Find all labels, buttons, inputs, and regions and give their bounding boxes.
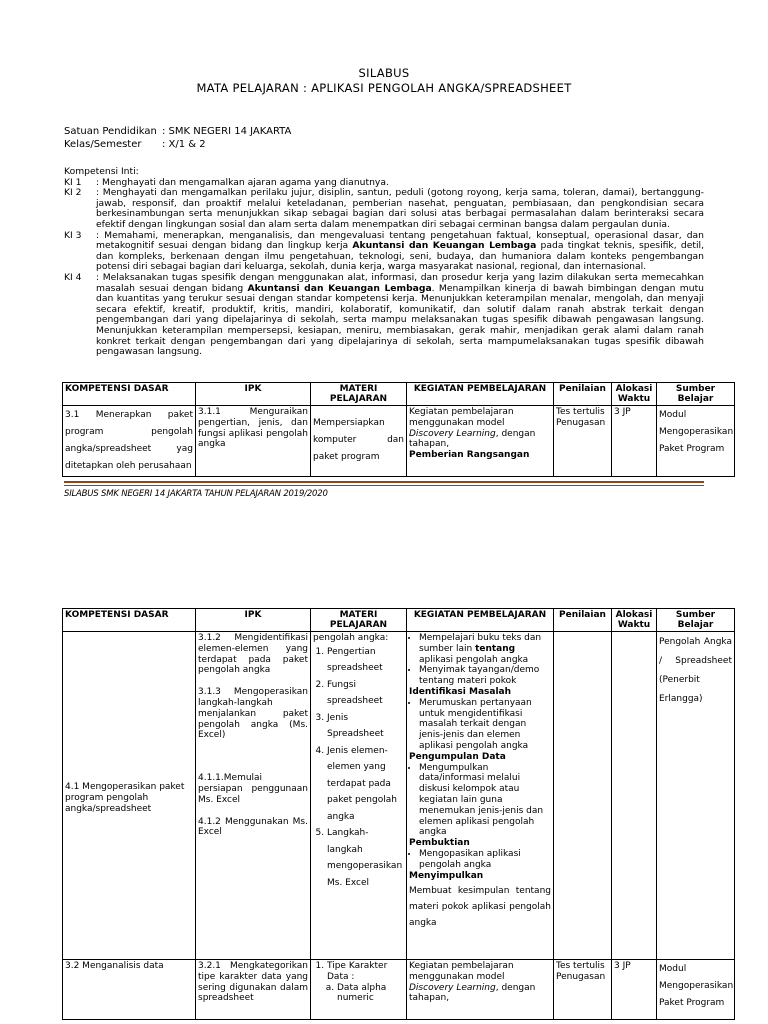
col-kompetensi-dasar: KOMPETENSI DASAR xyxy=(63,609,196,632)
document-subtitle: MATA PELAJARAN : APLIKASI PENGOLAH ANGKA/SPREADSHEET xyxy=(196,81,572,95)
footer-divider xyxy=(64,481,704,483)
class-label: Kelas/Semester xyxy=(64,139,142,150)
sumber-cell: Pengolah Angka / Spreadsheet (Penerbit Erlangga) xyxy=(657,632,735,960)
col-penilaian: Penilaian xyxy=(554,609,612,632)
ipk-cell xyxy=(196,632,311,960)
kegiatan-cell xyxy=(407,632,554,960)
sumber-cell: Modul Mengoperasikan Paket Program xyxy=(657,960,735,1020)
penilaian-cell: Tes tertulis Penugasan xyxy=(554,406,612,477)
materi-cell: Mempersiapkan komputer dan paket program xyxy=(311,406,407,477)
page-footer: SILABUS SMK NEGERI 14 JAKARTA TAHUN PELAJARAN 2019/2020 xyxy=(64,489,328,499)
ki-text: : Melaksanakan tugas spesifik dengan menggunakan alat, informasi, dan prosedur kerja yang lazim dilakukan serta memecahkan masalah sesuai dengan bidang Akuntansi dan Keuangan Lembaga. Menampilkan kinerja di bawah bimbingan dengan mutu dan kuantitas yang terukur sesuai dengan standar kompetensi kerja. Menunjukkan keterampilan menalar, mengolah, dan menyaji secara efektif, kreatif, produktif, kritis, mandiri, kolaboratif, komunikatif, dan solutif dalam ranah abstrak terkait dengan pengembangan dari yang dipelajarinya di sekolah, serta mampu melaksanakan tugas spesifik dibawah pengawasan langsung. Menunjukkan keterampilan mempersepsi, kesiapan, meniru, membiasakan, gerak mahir, menjadikan gerak alami dalam ranah konkret terkait dengan pengembangan dari yang dipelajarinya di sekolah, serta mampumelaksanakan tugas spesifik dibawah pengawasan langsung. xyxy=(96,271,704,358)
penilaian-cell: Tes tertulis Penugasan xyxy=(554,960,612,1020)
ki-label: KI 3 xyxy=(64,229,82,241)
kd-cell xyxy=(63,632,196,960)
ipk-412: 4.1.2 Menggunakan Ms. Excel xyxy=(198,816,308,838)
kegiatan-list xyxy=(409,849,551,871)
sumber-cell: Modul Mengoperasikan Paket Program xyxy=(657,406,735,477)
ipk-cell: 3.1.1 Menguraikan pengertian, jenis, dan fungsi aplikasi pengolah angka xyxy=(196,406,311,477)
kd-cell: 3.1 Menerapkan paket program pengolah angka/spreadsheet yag ditetapkan oleh perusahaan xyxy=(63,406,196,477)
col-sumber: Sumber Belajar xyxy=(657,383,735,406)
school-row xyxy=(64,126,291,138)
col-penilaian: Penilaian xyxy=(554,383,612,406)
kd-41: 4.1 Mengoperasikan paket program pengolah angka/spreadsheet xyxy=(65,782,185,814)
penilaian-cell xyxy=(554,632,612,960)
col-kegiatan: KEGIATAN PEMBELAJARAN xyxy=(407,383,554,406)
alokasi-cell xyxy=(612,632,657,960)
ki-text: : Memahami, menerapkan, menganalisis, dan mengevaluasi tentang pengetahuan faktual, konseptual, operasional dasar, dan metakognitif sesuai dengan bidang dan lingkup kerja Akuntansi dan Keuangan Lembaga pada tingkat teknis, spesifik, detil, dan kompleks, berkenaan dengan ilmu pengetahuan, teknologi, seni, budaya, dan humaniora dalam konteks pengembangan potensi diri sebagai bagian dari keluarga, sekolah, dunia kerja, warga masyarakat nasional, regional, dan internasional. xyxy=(96,229,705,273)
kegiatan-conclusion: Membuat kesimpulan tentang materi pokok aplikasi pengolah angka xyxy=(409,886,551,929)
list-item: • Mengopasikan aplikasi pengolah angka xyxy=(419,849,551,871)
ki-heading: Kompetensi Inti: xyxy=(64,166,139,177)
list-item: 1. Tipe Karakter Data : a. Data alpha numeric xyxy=(327,961,404,1004)
list-item: 2. Fungsi spreadsheet xyxy=(327,677,404,710)
table-row xyxy=(63,960,735,1020)
step-heading: Pembuktian xyxy=(409,838,470,849)
ki-4 xyxy=(64,273,704,358)
list-item: • Mengumpulkan data/informasi melalui diskusi kelompok atau kegiatan lain guna menemukan jenis-jenis dan elemen aplikasi pengolah angka xyxy=(419,763,551,839)
col-ipk: IPK xyxy=(196,609,311,632)
table-row xyxy=(63,406,735,477)
col-materi: MATERI PELAJARAN xyxy=(311,609,407,632)
materi-sublist xyxy=(327,983,404,1005)
class-value: : X/1 & 2 xyxy=(162,139,206,150)
ki-label: KI 2 xyxy=(64,187,82,199)
materi-cell xyxy=(311,632,407,960)
step-heading: Pengumpulan Data xyxy=(409,751,506,762)
list-item: 3. Jenis Spreadsheet xyxy=(327,710,404,743)
ipk-313: 3.1.3 Mengoperasikan langkah-langkah menjalankan paket pengolah angka (Ms. Excel) xyxy=(198,687,308,741)
document-title: SILABUS xyxy=(358,66,410,80)
step-heading: Identifikasi Masalah xyxy=(409,686,512,697)
materi-list xyxy=(313,961,404,1004)
col-ipk: IPK xyxy=(196,383,311,406)
ki-2 xyxy=(64,188,704,230)
silabus-table-page1 xyxy=(62,382,735,477)
alokasi-cell: 3 JP xyxy=(612,406,657,477)
list-item: • Merumuskan pertanyaan untuk mengidentifikasi masalah terkait dengan jenis-jenis dan elemen aplikasi pengolah angka xyxy=(419,698,551,752)
col-sumber: Sumber Belajar xyxy=(657,609,735,632)
kegiatan-list xyxy=(409,633,551,687)
list-item: 4. Jenis elemen-elemen yang terdapat pada paket pengolah angka xyxy=(327,743,404,826)
alokasi-cell: 3 JP xyxy=(612,960,657,1020)
kompetensi-inti xyxy=(64,167,704,358)
materi-heading: pengolah angka: xyxy=(313,633,389,643)
col-materi: MATERI PELAJARAN xyxy=(311,383,407,406)
list-item: 1. Pengertian spreadsheet xyxy=(327,644,404,677)
list-item: • Menyimak tayangan/demo tentang materi pokok xyxy=(419,665,551,687)
table-header-row xyxy=(63,609,735,632)
ki-text: : Menghayati dan mengamalkan perilaku jujur, disiplin, santun, peduli (gotong royong, kerja sama, toleran, damai), bertanggung-jawab, responsif, dan proaktif melalui keteladanan, pemberian nasehat, penguatan, pembiasaan, dan pengkondisian secara berkesinambungan serta menunjukkan sikap sebagai bagian dari solusi atas berbagai permasalahan dalam berinteraksi secara efektif dengan lingkungan sosial dan alam serta dalam menempatkan diri sebagai cerminan bangsa dalam pergaulan dunia. xyxy=(96,187,704,230)
list-item: 5. Langkah-langkah mengoperasikan Ms. Excel xyxy=(327,825,404,891)
kd-cell: 3.2 Menganalisis data xyxy=(63,960,196,1020)
table-row xyxy=(63,632,735,960)
materi-cell xyxy=(311,960,407,1020)
ki-text: : Menghayati dan mengamalkan ajaran agama yang dianutnya. xyxy=(96,176,389,188)
footer-divider-thin xyxy=(64,485,704,486)
list-item: a. Data alpha numeric xyxy=(337,983,404,1005)
school-value: : SMK NEGERI 14 JAKARTA xyxy=(162,126,292,137)
col-alokasi: Alokasi Waktu xyxy=(612,383,657,406)
ki-label: KI 4 xyxy=(64,271,82,283)
col-kompetensi-dasar: KOMPETENSI DASAR xyxy=(63,383,196,406)
school-label: Satuan Pendidikan xyxy=(64,126,157,137)
ki-3 xyxy=(64,231,704,273)
kegiatan-list xyxy=(409,763,551,839)
col-kegiatan: KEGIATAN PEMBELAJARAN xyxy=(407,609,554,632)
silabus-table-page2 xyxy=(62,608,735,1020)
class-row xyxy=(64,139,206,151)
kegiatan-cell: Kegiatan pembelajaran menggunakan model Discovery Learning, dengan tahapan, xyxy=(407,960,554,1020)
ipk-411: 4.1.1.Memulai persiapan penggunaan Ms. Excel xyxy=(198,773,308,805)
table-header-row xyxy=(63,383,735,406)
col-alokasi: Alokasi Waktu xyxy=(612,609,657,632)
list-item: • Mempelajari buku teks dan sumber lain tentang aplikasi pengolah angka xyxy=(419,633,551,665)
ipk-cell: 3.2.1 Mengkategorikan tipe karakter data yang sering digunakan dalam spreadsheet xyxy=(196,960,311,1020)
ki-label: KI 1 xyxy=(64,176,82,188)
kegiatan-list xyxy=(409,698,551,752)
materi-list xyxy=(313,644,404,892)
ipk-312: 3.1.2 Mengidentifikasi elemen-elemen yang terdapat pada paket pengolah angka xyxy=(198,633,308,676)
kegiatan-cell: Kegiatan pembelajaran menggunakan model Discovery Learning, dengan tahapan, Pemberian Rangsangan xyxy=(407,406,554,477)
step-heading: Menyimpulkan xyxy=(409,870,484,881)
